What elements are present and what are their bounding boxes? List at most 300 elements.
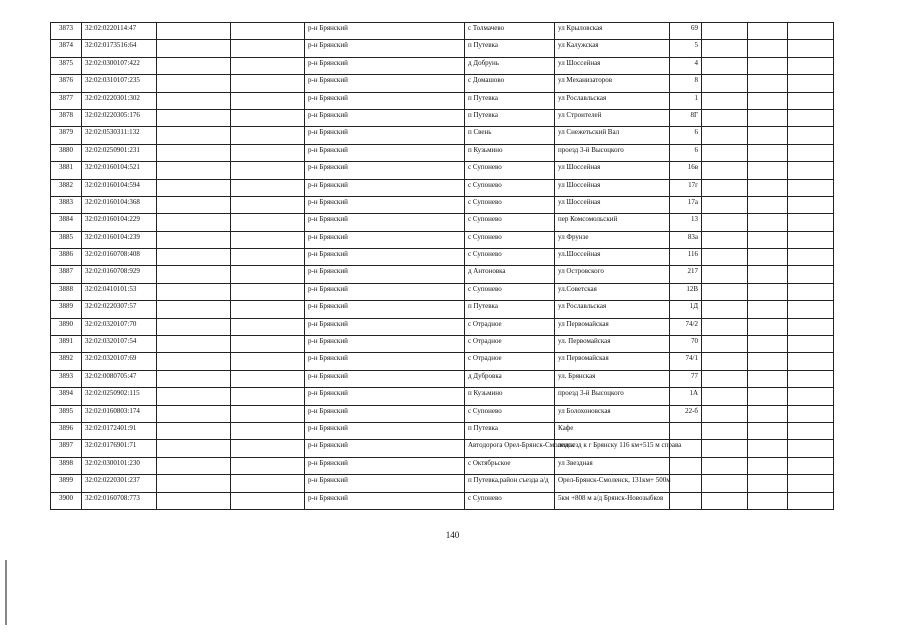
district-cell: р-н Брянский — [305, 353, 465, 370]
empty-cell — [702, 266, 748, 283]
row-number-cell: 3881 — [51, 162, 82, 179]
cadastral-number-cell: 32:02:0220114:47 — [82, 23, 157, 40]
district-cell: р-н Брянский — [305, 422, 465, 439]
empty-cell — [788, 370, 834, 387]
empty-cell — [157, 492, 231, 509]
empty-cell — [748, 214, 788, 231]
empty-cell — [748, 109, 788, 126]
locality-cell: с Супонево — [465, 162, 555, 179]
cadastral-number-cell: 32:02:0320107:70 — [82, 318, 157, 335]
row-number-cell: 3884 — [51, 214, 82, 231]
empty-cell — [788, 283, 834, 300]
empty-cell — [702, 144, 748, 161]
empty-cell — [788, 214, 834, 231]
empty-cell — [702, 249, 748, 266]
row-number-cell: 3885 — [51, 231, 82, 248]
house-number-cell: 217 — [670, 266, 702, 283]
empty-cell — [702, 318, 748, 335]
table-row — [51, 231, 834, 248]
empty-cell — [702, 40, 748, 57]
locality-cell: с Отрадное — [465, 318, 555, 335]
cadastral-number-cell: 32:02:0250902:115 — [82, 388, 157, 405]
table-row — [51, 475, 834, 492]
empty-cell — [788, 336, 834, 353]
row-number-cell: 3889 — [51, 301, 82, 318]
street-cell: Орел-Брянск-Смоленск, 131км+ 500м — [555, 475, 670, 492]
empty-cell — [702, 301, 748, 318]
empty-cell — [788, 492, 834, 509]
empty-cell — [157, 475, 231, 492]
cadastral-number-cell: 32:02:0320107:69 — [82, 353, 157, 370]
empty-cell — [231, 457, 305, 474]
empty-cell — [157, 75, 231, 92]
house-number-cell: 69 — [670, 23, 702, 40]
empty-cell — [231, 318, 305, 335]
empty-cell — [157, 109, 231, 126]
empty-cell — [788, 196, 834, 213]
empty-cell — [748, 266, 788, 283]
empty-cell — [748, 318, 788, 335]
empty-cell — [231, 196, 305, 213]
house-number-cell: 74/2 — [670, 318, 702, 335]
empty-cell — [702, 440, 748, 457]
row-number-cell: 3890 — [51, 318, 82, 335]
empty-cell — [748, 162, 788, 179]
empty-cell — [157, 336, 231, 353]
row-number-cell: 3898 — [51, 457, 82, 474]
table-row — [51, 162, 834, 179]
empty-cell — [231, 231, 305, 248]
empty-cell — [231, 249, 305, 266]
empty-cell — [157, 40, 231, 57]
street-cell: ул Крыловская — [555, 23, 670, 40]
street-cell: 5км +808 м а/д Брянск-Новозыбков — [555, 492, 670, 509]
empty-cell — [231, 162, 305, 179]
table-row — [51, 23, 834, 40]
page-number: 140 — [445, 530, 460, 540]
table-row — [51, 388, 834, 405]
row-number-cell: 3892 — [51, 353, 82, 370]
row-number-cell: 3900 — [51, 492, 82, 509]
locality-cell: с Отрадное — [465, 336, 555, 353]
empty-cell — [157, 127, 231, 144]
street-cell: подъезд к г Брянску 116 км+515 м справа — [555, 440, 670, 457]
row-number-cell: 3875 — [51, 57, 82, 74]
row-number-cell: 3896 — [51, 422, 82, 439]
district-cell: р-н Брянский — [305, 40, 465, 57]
locality-cell: п Путевка,район съезда а/д — [465, 475, 555, 492]
empty-cell — [157, 405, 231, 422]
locality-cell: с Толмачево — [465, 23, 555, 40]
district-cell: р-н Брянский — [305, 457, 465, 474]
locality-cell: п Свень — [465, 127, 555, 144]
row-number-cell: 3891 — [51, 336, 82, 353]
locality-cell: с Супонево — [465, 179, 555, 196]
empty-cell — [231, 23, 305, 40]
cadastral-number-cell: 32:02:0310107:235 — [82, 75, 157, 92]
district-cell: р-н Брянский — [305, 231, 465, 248]
street-cell: ул Шоссейная — [555, 196, 670, 213]
street-cell: ул.Шоссейная — [555, 249, 670, 266]
row-number-cell: 3880 — [51, 144, 82, 161]
street-cell: ул Калужская — [555, 40, 670, 57]
table-row — [51, 336, 834, 353]
house-number-cell: 5 — [670, 40, 702, 57]
table-row — [51, 179, 834, 196]
table-row — [51, 457, 834, 474]
empty-cell — [231, 492, 305, 509]
district-cell: р-н Брянский — [305, 318, 465, 335]
empty-cell — [702, 162, 748, 179]
empty-cell — [231, 179, 305, 196]
street-cell: ул Фрунзе — [555, 231, 670, 248]
street-cell: Кафе — [555, 422, 670, 439]
cadastral-number-cell: 32:02:0160104:521 — [82, 162, 157, 179]
row-number-cell: 3878 — [51, 109, 82, 126]
empty-cell — [748, 301, 788, 318]
district-cell: р-н Брянский — [305, 301, 465, 318]
empty-cell — [788, 144, 834, 161]
house-number-cell: 8 — [670, 75, 702, 92]
house-number-cell: 13 — [670, 214, 702, 231]
table-row — [51, 214, 834, 231]
table-row — [51, 301, 834, 318]
house-number-cell — [670, 457, 702, 474]
district-cell: р-н Брянский — [305, 475, 465, 492]
table-row — [51, 109, 834, 126]
cadastral-number-cell: 32:02:0080705:47 — [82, 370, 157, 387]
empty-cell — [157, 249, 231, 266]
empty-cell — [157, 283, 231, 300]
empty-cell — [748, 336, 788, 353]
row-number-cell: 3893 — [51, 370, 82, 387]
table-row — [51, 318, 834, 335]
empty-cell — [788, 57, 834, 74]
empty-cell — [748, 144, 788, 161]
locality-cell: п Кузьмино — [465, 388, 555, 405]
empty-cell — [157, 301, 231, 318]
empty-cell — [748, 405, 788, 422]
empty-cell — [231, 109, 305, 126]
locality-cell: п Кузьмино — [465, 144, 555, 161]
district-cell: р-н Брянский — [305, 179, 465, 196]
empty-cell — [788, 475, 834, 492]
empty-cell — [788, 388, 834, 405]
cadastral-number-cell: 32:02:0300101:230 — [82, 457, 157, 474]
locality-cell: с Отрадное — [465, 353, 555, 370]
empty-cell — [788, 127, 834, 144]
empty-cell — [702, 231, 748, 248]
empty-cell — [748, 23, 788, 40]
house-number-cell: 4 — [670, 57, 702, 74]
locality-cell: п Путевка — [465, 301, 555, 318]
empty-cell — [788, 353, 834, 370]
empty-cell — [748, 457, 788, 474]
empty-cell — [231, 57, 305, 74]
row-number-cell: 3887 — [51, 266, 82, 283]
empty-cell — [157, 353, 231, 370]
empty-cell — [231, 266, 305, 283]
empty-cell — [702, 196, 748, 213]
empty-cell — [702, 353, 748, 370]
empty-cell — [702, 457, 748, 474]
cadastral-number-cell: 32:02:0160104:229 — [82, 214, 157, 231]
empty-cell — [157, 388, 231, 405]
cadastral-number-cell: 32:02:0160708:929 — [82, 266, 157, 283]
empty-cell — [748, 40, 788, 57]
empty-cell — [231, 353, 305, 370]
street-cell: ул Шоссейная — [555, 179, 670, 196]
empty-cell — [788, 231, 834, 248]
empty-cell — [748, 57, 788, 74]
empty-cell — [157, 92, 231, 109]
row-number-cell: 3895 — [51, 405, 82, 422]
house-number-cell: 17а — [670, 196, 702, 213]
empty-cell — [788, 40, 834, 57]
empty-cell — [748, 92, 788, 109]
street-cell: ул. Брянская — [555, 370, 670, 387]
locality-cell: с Супонево — [465, 492, 555, 509]
district-cell: р-н Брянский — [305, 162, 465, 179]
table-row — [51, 249, 834, 266]
street-cell: ул Первомайская — [555, 353, 670, 370]
empty-cell — [157, 266, 231, 283]
empty-cell — [748, 249, 788, 266]
house-number-cell: 17г — [670, 179, 702, 196]
empty-cell — [157, 162, 231, 179]
district-cell: р-н Брянский — [305, 144, 465, 161]
street-cell: ул Рославльская — [555, 301, 670, 318]
house-number-cell: 6 — [670, 144, 702, 161]
street-cell: ул Снежетьский Вал — [555, 127, 670, 144]
street-cell: ул Рославльская — [555, 92, 670, 109]
district-cell: р-н Брянский — [305, 127, 465, 144]
empty-cell — [748, 196, 788, 213]
house-number-cell: 1А — [670, 388, 702, 405]
cadastral-number-cell: 32:02:0160104:594 — [82, 179, 157, 196]
empty-cell — [788, 266, 834, 283]
street-cell: ул Звездная — [555, 457, 670, 474]
empty-cell — [157, 57, 231, 74]
cadastral-number-cell: 32:02:0172401:91 — [82, 422, 157, 439]
empty-cell — [748, 75, 788, 92]
locality-cell: с Супонево — [465, 231, 555, 248]
district-cell: р-н Брянский — [305, 492, 465, 509]
district-cell: р-н Брянский — [305, 440, 465, 457]
empty-cell — [231, 283, 305, 300]
cadastral-number-cell: 32:02:0250901:231 — [82, 144, 157, 161]
house-number-cell: 83а — [670, 231, 702, 248]
locality-cell: п Путевка — [465, 422, 555, 439]
empty-cell — [788, 75, 834, 92]
street-cell: ул.Советская — [555, 283, 670, 300]
locality-cell: Автодорога Орел-Брянск-Смоленск — [465, 440, 555, 457]
cadastral-number-cell: 32:02:0160708:773 — [82, 492, 157, 509]
house-number-cell: 12В — [670, 283, 702, 300]
registry-table-body — [51, 23, 834, 510]
empty-cell — [157, 422, 231, 439]
locality-cell: с Октябрьское — [465, 457, 555, 474]
empty-cell — [788, 318, 834, 335]
table-row — [51, 196, 834, 213]
house-number-cell: 116 — [670, 249, 702, 266]
table-row — [51, 353, 834, 370]
empty-cell — [702, 179, 748, 196]
empty-cell — [231, 214, 305, 231]
district-cell: р-н Брянский — [305, 266, 465, 283]
street-cell: проезд 3-й Высоцкого — [555, 388, 670, 405]
district-cell: р-н Брянский — [305, 214, 465, 231]
empty-cell — [702, 214, 748, 231]
empty-cell — [748, 388, 788, 405]
cadastral-number-cell: 32:02:0220305:176 — [82, 109, 157, 126]
locality-cell: д Добрунь — [465, 57, 555, 74]
locality-cell: с Супонево — [465, 283, 555, 300]
cadastral-number-cell: 32:02:0320107:54 — [82, 336, 157, 353]
cadastral-number-cell: 32:02:0300107:422 — [82, 57, 157, 74]
empty-cell — [702, 405, 748, 422]
empty-cell — [157, 23, 231, 40]
cadastral-number-cell: 32:02:0176901:71 — [82, 440, 157, 457]
cadastral-number-cell: 32:02:0220301:237 — [82, 475, 157, 492]
house-number-cell: 74/1 — [670, 353, 702, 370]
empty-cell — [788, 301, 834, 318]
table-row — [51, 266, 834, 283]
locality-cell: п Путевка — [465, 92, 555, 109]
empty-cell — [702, 388, 748, 405]
empty-cell — [231, 440, 305, 457]
empty-cell — [788, 23, 834, 40]
empty-cell — [157, 179, 231, 196]
row-number-cell: 3877 — [51, 92, 82, 109]
street-cell: ул Шоссейная — [555, 162, 670, 179]
street-cell: проезд 3-й Высоцкого — [555, 144, 670, 161]
row-number-cell: 3899 — [51, 475, 82, 492]
district-cell: р-н Брянский — [305, 336, 465, 353]
row-number-cell: 3883 — [51, 196, 82, 213]
row-number-cell: 3886 — [51, 249, 82, 266]
empty-cell — [231, 370, 305, 387]
empty-cell — [157, 370, 231, 387]
empty-cell — [748, 353, 788, 370]
empty-cell — [748, 231, 788, 248]
empty-cell — [157, 144, 231, 161]
empty-cell — [748, 283, 788, 300]
empty-cell — [748, 370, 788, 387]
district-cell: р-н Брянский — [305, 23, 465, 40]
district-cell: р-н Брянский — [305, 405, 465, 422]
district-cell: р-н Брянский — [305, 370, 465, 387]
locality-cell: п Путевка — [465, 40, 555, 57]
district-cell: р-н Брянский — [305, 57, 465, 74]
district-cell: р-н Брянский — [305, 249, 465, 266]
locality-cell: д Антоновка — [465, 266, 555, 283]
empty-cell — [702, 127, 748, 144]
table-row — [51, 127, 834, 144]
empty-cell — [702, 475, 748, 492]
cadastral-number-cell: 32:02:0160104:368 — [82, 196, 157, 213]
locality-cell: с Супонево — [465, 196, 555, 213]
table-row — [51, 492, 834, 509]
house-number-cell: 77 — [670, 370, 702, 387]
cadastral-number-cell: 32:02:0220307:57 — [82, 301, 157, 318]
house-number-cell — [670, 492, 702, 509]
empty-cell — [788, 109, 834, 126]
empty-cell — [231, 422, 305, 439]
house-number-cell: 8Г — [670, 109, 702, 126]
row-number-cell: 3874 — [51, 40, 82, 57]
house-number-cell: 70 — [670, 336, 702, 353]
empty-cell — [157, 214, 231, 231]
empty-cell — [231, 40, 305, 57]
empty-cell — [702, 336, 748, 353]
empty-cell — [748, 127, 788, 144]
cadastral-number-cell: 32:02:0160104:239 — [82, 231, 157, 248]
table-row — [51, 75, 834, 92]
empty-cell — [702, 422, 748, 439]
street-cell: ул Первомайская — [555, 318, 670, 335]
street-cell: ул. Первомайская — [555, 336, 670, 353]
locality-cell: с Супонево — [465, 405, 555, 422]
street-cell: пер Комсомольский — [555, 214, 670, 231]
empty-cell — [231, 336, 305, 353]
empty-cell — [788, 457, 834, 474]
locality-cell: д Дубровка — [465, 370, 555, 387]
table-row — [51, 40, 834, 57]
house-number-cell — [670, 475, 702, 492]
table-row — [51, 405, 834, 422]
table-row — [51, 422, 834, 439]
empty-cell — [157, 231, 231, 248]
cadastral-number-cell: 32:02:0410101:53 — [82, 283, 157, 300]
house-number-cell — [670, 422, 702, 439]
street-cell: ул Механизаторов — [555, 75, 670, 92]
district-cell: р-н Брянский — [305, 92, 465, 109]
row-number-cell: 3894 — [51, 388, 82, 405]
empty-cell — [788, 162, 834, 179]
empty-cell — [157, 196, 231, 213]
empty-cell — [748, 179, 788, 196]
empty-cell — [231, 144, 305, 161]
registry-table — [50, 22, 834, 510]
empty-cell — [157, 457, 231, 474]
house-number-cell: 1Д — [670, 301, 702, 318]
empty-cell — [788, 92, 834, 109]
house-number-cell: 22-б — [670, 405, 702, 422]
cadastral-number-cell: 32:02:0160708:408 — [82, 249, 157, 266]
empty-cell — [748, 475, 788, 492]
district-cell: р-н Брянский — [305, 283, 465, 300]
district-cell: р-н Брянский — [305, 109, 465, 126]
empty-cell — [748, 492, 788, 509]
empty-cell — [231, 405, 305, 422]
empty-cell — [231, 127, 305, 144]
empty-cell — [788, 249, 834, 266]
empty-cell — [702, 75, 748, 92]
table-row — [51, 440, 834, 457]
street-cell: ул Островского — [555, 266, 670, 283]
row-number-cell: 3888 — [51, 283, 82, 300]
empty-cell — [702, 370, 748, 387]
table-row — [51, 283, 834, 300]
empty-cell — [702, 492, 748, 509]
locality-cell: с Супонево — [465, 214, 555, 231]
table-row — [51, 92, 834, 109]
row-number-cell: 3876 — [51, 75, 82, 92]
locality-cell: с Супонево — [465, 249, 555, 266]
house-number-cell: 16в — [670, 162, 702, 179]
district-cell: р-н Брянский — [305, 388, 465, 405]
